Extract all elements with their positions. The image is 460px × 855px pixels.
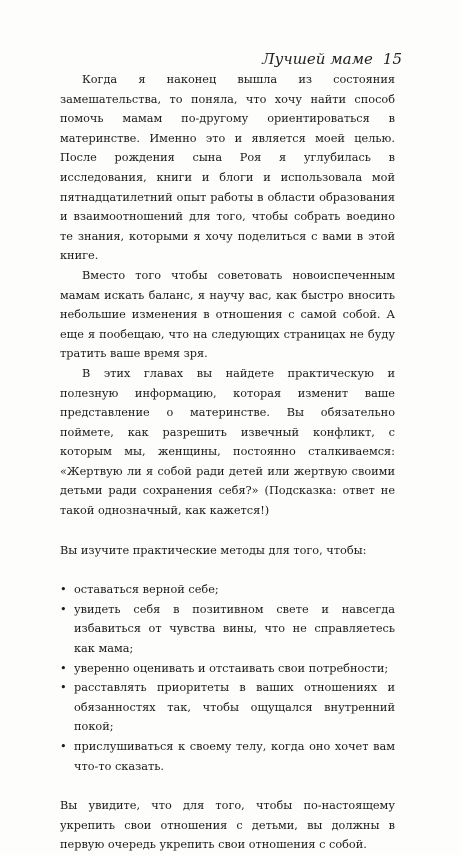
bullet-icon: • (60, 681, 67, 695)
paragraph-1: Когда я наконец вышла из состояния замешательства, то поняла, что хочу найти способ помочь мамам по-другому ориентироваться в материнстве. Именно это и является моей целью. После рождения сына Роя я углубилась в исследования, книги и блоги и использовала мой пятнадцатилетний опыт работы в области образования и взаимоотношений для того, чтобы собрать воедино те знания, которыми я хочу поделиться с вами в этой книге. (60, 73, 395, 263)
paragraph-2: Вместо того чтобы советовать новоиспеченным мамам искать баланс, я научу вас, как быстро вносить небольшие изменения в отношения с самой собой. А еще я пообещаю, что на следующих страницах не буду тратить ваше время зря. (60, 268, 395, 361)
spacer (60, 521, 395, 541)
bullet-icon: • (60, 583, 67, 597)
bullet-text: увидеть себя в позитивном свете и навсегда избавиться от чувства вины, что не справляетесь как мама; (74, 602, 395, 656)
closing-paragraph: Вы увидите, что для того, чтобы по-настоящему укрепить свои отношения с детьми, вы должны в первую очередь укрепить свои отношения с собой. (60, 799, 395, 852)
paragraph-3: В этих главах вы найдете практическую и полезную информацию, которая изменит ваше представление о материнстве. Вы обязательно поймете, как разрешить извечный конфликт, с которым мы, женщины, постоянно сталкиваемся: «Жертвую ли я собой ради детей или жертвую своими детьми ради сохранения себя?» (Подсказка: ответ не такой однозначный, как кажется!) (60, 366, 395, 518)
bullet-icon: • (60, 740, 67, 753)
spacer (60, 776, 395, 796)
bullet-item (60, 580, 395, 600)
bullet-text: расставлять приоритеты в ваших отношениях и обязанностях так, чтобы ощущался внутренний покой; (74, 681, 395, 734)
bullet-item (60, 600, 395, 659)
bullet-item (60, 737, 395, 776)
bullet-item (60, 678, 395, 737)
spacer (60, 560, 395, 580)
running-header-title: Лучшей маме (262, 50, 373, 68)
bullet-text: прислушиваться к своему телу, когда оно хочет вам что-то сказать. (74, 740, 395, 773)
bullet-list (60, 580, 395, 776)
running-header (262, 50, 402, 68)
page-number: 15 (382, 50, 402, 68)
bullet-text: уверенно оценивать и отстаивать свои потребности; (74, 661, 389, 675)
bullet-icon: • (60, 602, 67, 616)
bullet-icon: • (60, 661, 67, 675)
bullet-text: оставаться верной себе; (74, 583, 219, 597)
body-text (60, 70, 395, 855)
bullet-item (60, 659, 395, 679)
list-intro: Вы изучите практические методы для того, чтобы: (60, 543, 367, 557)
